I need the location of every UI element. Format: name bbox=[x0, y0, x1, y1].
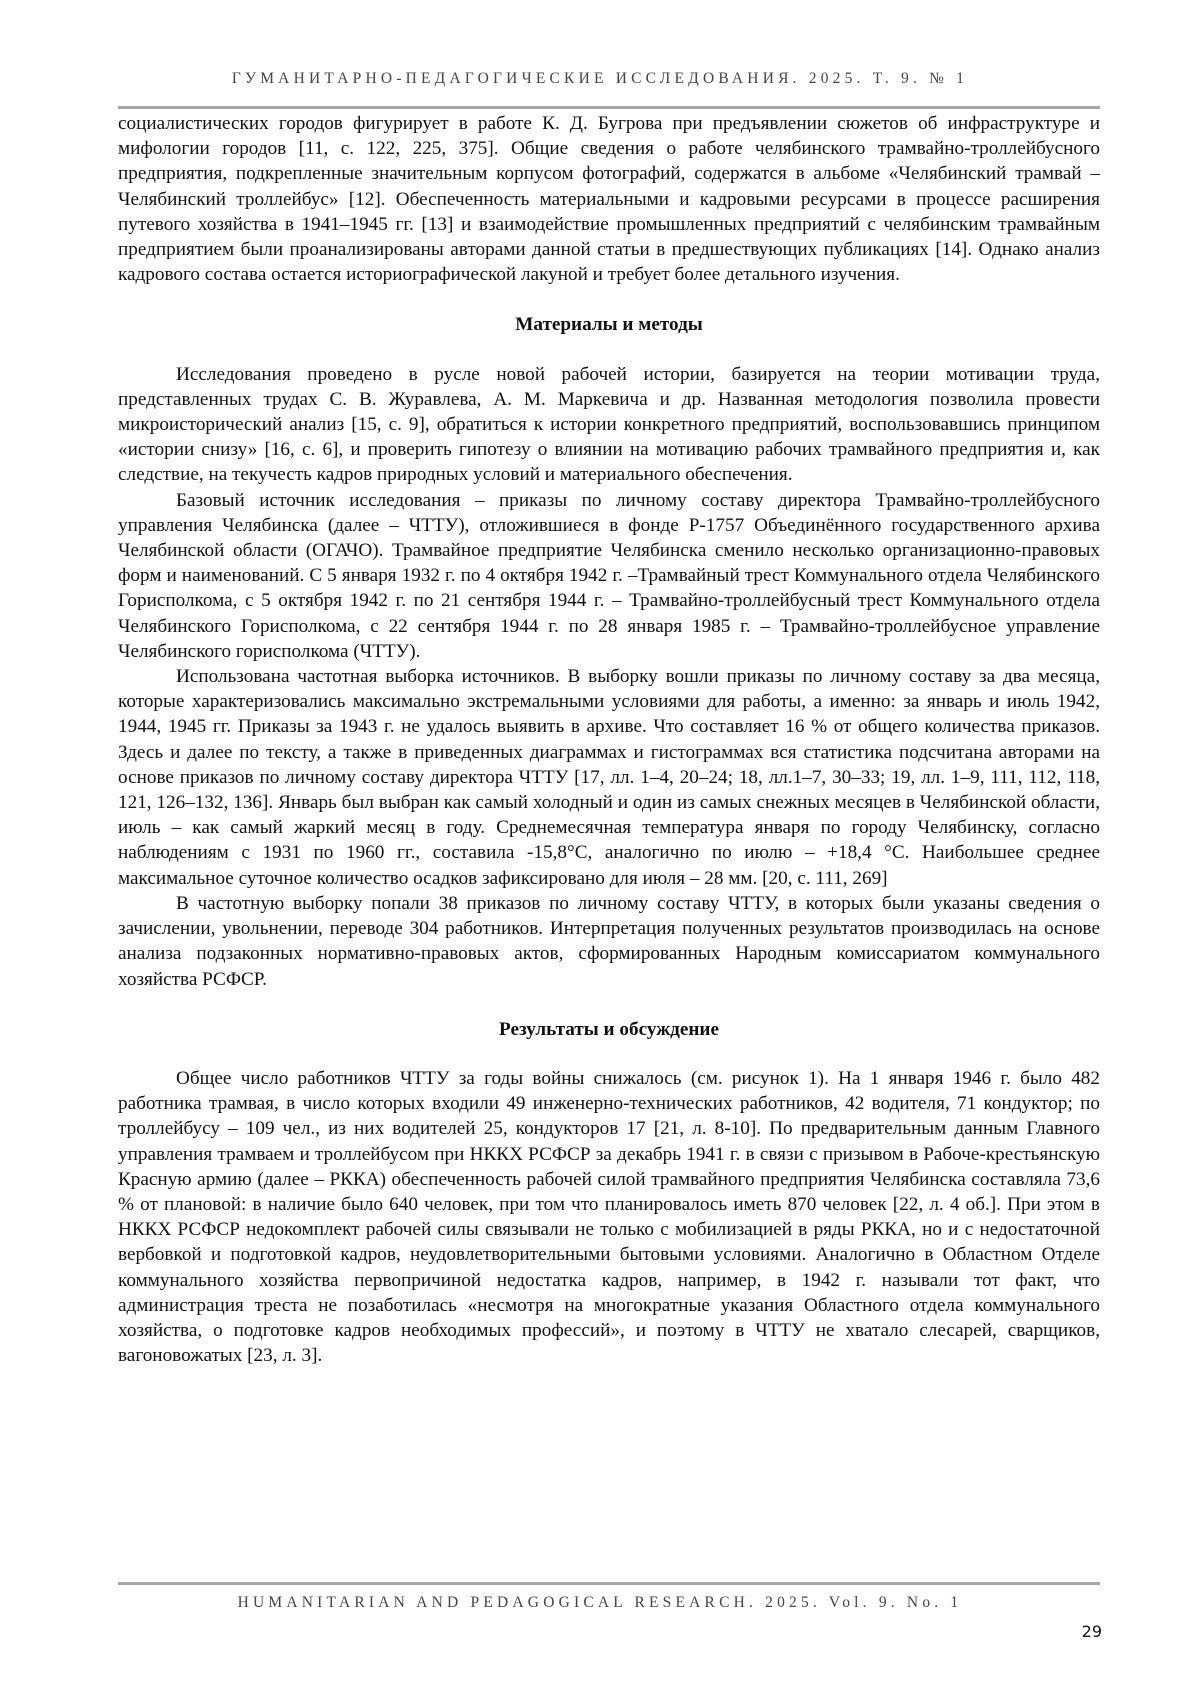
methods-paragraph: Исследования проведено в русле новой рабочей истории, базируется на теории мотивации труда, представленных трудах С. В. Журавлева, А. М. Маркевича и др. Названная методология позволила провести микроисторический анализ [15, с. 9], обратиться к истории конкретного предприятий, воспользовавшись принципом «истории снизу» [16, с. 6], и проверить гипотезу о влиянии на мотивацию рабочих трамвайного предприятия и, как следствие, на текучесть кадров природных условий и материального обеспечения. bbox=[118, 363, 1100, 486]
page-number: 29 bbox=[1081, 1622, 1102, 1641]
methods-paragraph: Базовый источник исследования – приказы по личному составу директора Трамвайно-троллейбусного управления Челябинска (далее – ЧТТУ), отложившиеся в фонде Р-1757 Объединённого государственного архива Челябинской области (ОГАЧО). Трамвайное предприятие Челябинска сменило несколько организационно-правовых форм и наименований. С 5 января 1932 г. по 4 октября 1942 г. –Трамвайный трест Коммунального отдела Челябинского Горисполкома, с 5 октября 1942 г. по 21 сентября 1944 г. – Трамвайно-троллейбусный трест Коммунального отдела Челябинского Горисполкома, с 22 сентября 1944 г. по 28 января 1985 г. – Трамвайно-троллейбусное управление Челябинского горисполкома (ЧТТУ). bbox=[118, 489, 1100, 662]
intro-paragraph: социалистических городов фигурирует в работе К. Д. Бугрова при предъявлении сюжетов об инфраструктуре и мифологии городов [11, с. 122, 225, 375]. Общие сведения о работе челябинского трамвайно-троллейбусного предприятия, подкрепленные значительным корпусом фотографий, содержатся в альбоме «Челябинский трамвай – Челябинский троллейбус» [12]. Обеспеченность материальными и кадровыми ресурсами в процессе расширения путевого хозяйства в 1941–1945 гг. [13] и взаимодействие промышленных предприятий с челябинским трамвайным предприятием были проанализированы авторами данной статьи в предшествующих публикациях [14]. Однако анализ кадрового состава остается историографической лакуной и требует более детального изучения. bbox=[118, 113, 1100, 286]
article-body bbox=[118, 111, 1100, 1368]
footer-rule bbox=[118, 1582, 1100, 1585]
methods-paragraph: В частотную выборку попали 38 приказов по личному составу ЧТТУ, в которых были указаны сведения о зачислении, увольнении, переводе 304 работников. Интерпретация полученных результатов производилась на основе анализа подзаконных нормативно-правовых актов, сформированных Народным комиссариатом коммунального хозяйства РСФСР. bbox=[118, 892, 1100, 990]
running-footer: HUMANITARIAN AND PEDAGOGICAL RESEARCH. 2025. Vol. 9. No. 1 bbox=[237, 1594, 963, 1611]
section-heading-methods: Материалы и методы bbox=[515, 314, 703, 336]
methods-paragraph: Использована частотная выборка источников. В выборку вошли приказы по личному составу за два месяца, которые характеризовались максимально экстремальными условиями для работы, а именно: за январь и июль 1942, 1944, 1945 гг. Приказы за 1943 г. не удалось выявить в архиве. Что составляет 16 % от общего количества приказов. Здесь и далее по тексту, а также в приведенных диаграммах и гистограммах вся статистика подсчитана авторами на основе приказов по личному составу директора ЧТТУ [17, лл. 1–4, 20–24; 18, лл.1–7, 30–33; 19, лл. 1–9, 111, 112, 118, 121, 126–132, 136]. Январь был выбран как самый холодный и один из самых снежных месяцев в Челябинской области, июль – как самый жаркий месяц в году. Среднемесячная температура января по городу Челябинску, согласно наблюдениям с 1931 по 1960 гг., составила -15,8°С, аналогично по июлю – +18,4 °С. Наибольшее среднее максимальное суточное количество осадков зафиксировано для июля – 28 мм. [20, с. 111, 269] bbox=[118, 666, 1100, 889]
results-paragraph: Общее число работников ЧТТУ за годы войны снижалось (см. рисунок 1). На 1 января 1946 г. было 482 работника трамвая, в число которых входили 49 инженерно-технических работников, 42 водителя, 71 кондуктор; по троллейбусу – 109 чел., из них водителей 25, кондукторов 17 [21, л. 8-10]. По предварительным данным Главного управления трамваем и троллейбусом при НККХ РСФСР за декабрь 1941 г. в связи с призывом в Рабоче-крестьянскую Красную армию (далее – РККА) обеспеченность рабочей силой трамвайного предприятия Челябинска составляла 73,6 % от плановой: в наличие было 640 человек, при том что планировалось иметь 870 человек [22, л. 4 об.]. При этом в НККХ РСФСР недокомплект рабочей силы связывали не только с мобилизацией в ряды РККА, но и с недостаточной вербовкой и подготовкой кадров, неудовлетворительными бытовыми условиями. Аналогично в Областном Отделе коммунального хозяйства первопричиной недостатка кадров, например, в 1942 г. называли тот факт, что администрация треста не позаботилась «несмотря на многократные указания Областного отдела коммунального хозяйства, о подготовке кадров необходимых профессий», и поэтому в ЧТТУ не хватало слесарей, сварщиков, вагоновожатых [23, л. 3]. bbox=[118, 1067, 1100, 1367]
section-heading-results: Результаты и обсуждение bbox=[499, 1018, 719, 1040]
header-rule bbox=[118, 106, 1100, 109]
running-header: ГУМАНИТАРНО-ПЕДАГОГИЧЕСКИЕ ИССЛЕДОВАНИЯ. 2025. Т. 9. № 1 bbox=[231, 70, 969, 87]
